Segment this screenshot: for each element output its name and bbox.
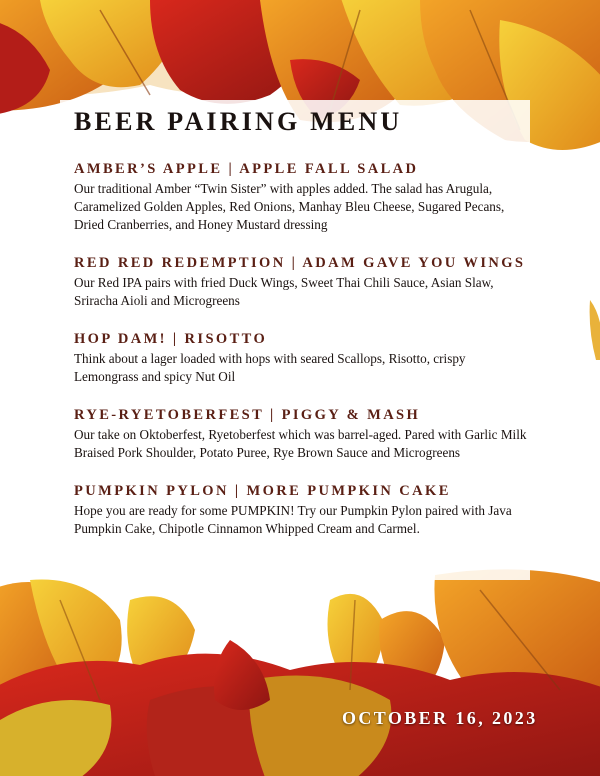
menu-title: BEER PAIRING MENU bbox=[74, 107, 403, 136]
menu-item-heading: PUMPKIN PYLON | MORE PUMPKIN CAKE bbox=[74, 483, 451, 499]
menu-item-description: Our Red IPA pairs with fried Duck Wings, Sweet Thai Chili Sauce, Asian Slaw, Sriracha Aioli and Microgreens bbox=[74, 275, 494, 308]
menu-item bbox=[74, 406, 530, 462]
menu-item-heading: RED RED REDEMPTION | ADAM GAVE YOU WINGS bbox=[74, 255, 526, 271]
menu-item bbox=[74, 160, 530, 234]
menu-item-heading: HOP DAM! | RISOTTO bbox=[74, 331, 268, 347]
menu-item-description: Hope you are ready for some PUMPKIN! Try our Pumpkin Pylon paired with Java Pumpkin Cake, Chipotle Cinnamon Whipped Cream and Carmel. bbox=[74, 503, 512, 536]
right-edge-leaf bbox=[590, 300, 600, 360]
menu-item-heading: RYE-RYETOBERFEST | PIGGY & MASH bbox=[74, 407, 421, 423]
menu-content bbox=[74, 106, 530, 558]
bottom-leaf-cluster bbox=[0, 569, 600, 776]
menu-item-description: Our take on Oktoberfest, Ryetoberfest which was barrel-aged. Pared with Garlic Milk Braised Pork Shoulder, Potato Puree, Rye Brown Sauce and Microgreens bbox=[74, 427, 527, 460]
menu-item bbox=[74, 482, 530, 538]
menu-item-heading: AMBER’S APPLE | APPLE FALL SALAD bbox=[74, 161, 419, 177]
menu-item-description: Think about a lager loaded with hops with seared Scallops, Risotto, crispy Lemongrass and spicy Nut Oil bbox=[74, 351, 466, 384]
event-date: OCTOBER 16, 2023 bbox=[342, 708, 538, 728]
menu-item bbox=[74, 330, 530, 386]
menu-item bbox=[74, 254, 530, 310]
menu-item-description: Our traditional Amber “Twin Sister” with apples added. The salad has Arugula, Caramelized Golden Apples, Red Onions, Manhay Bleu Cheese, Sugared Pecans, Dried Cranberries, and Honey Mustard dressing bbox=[74, 181, 505, 232]
